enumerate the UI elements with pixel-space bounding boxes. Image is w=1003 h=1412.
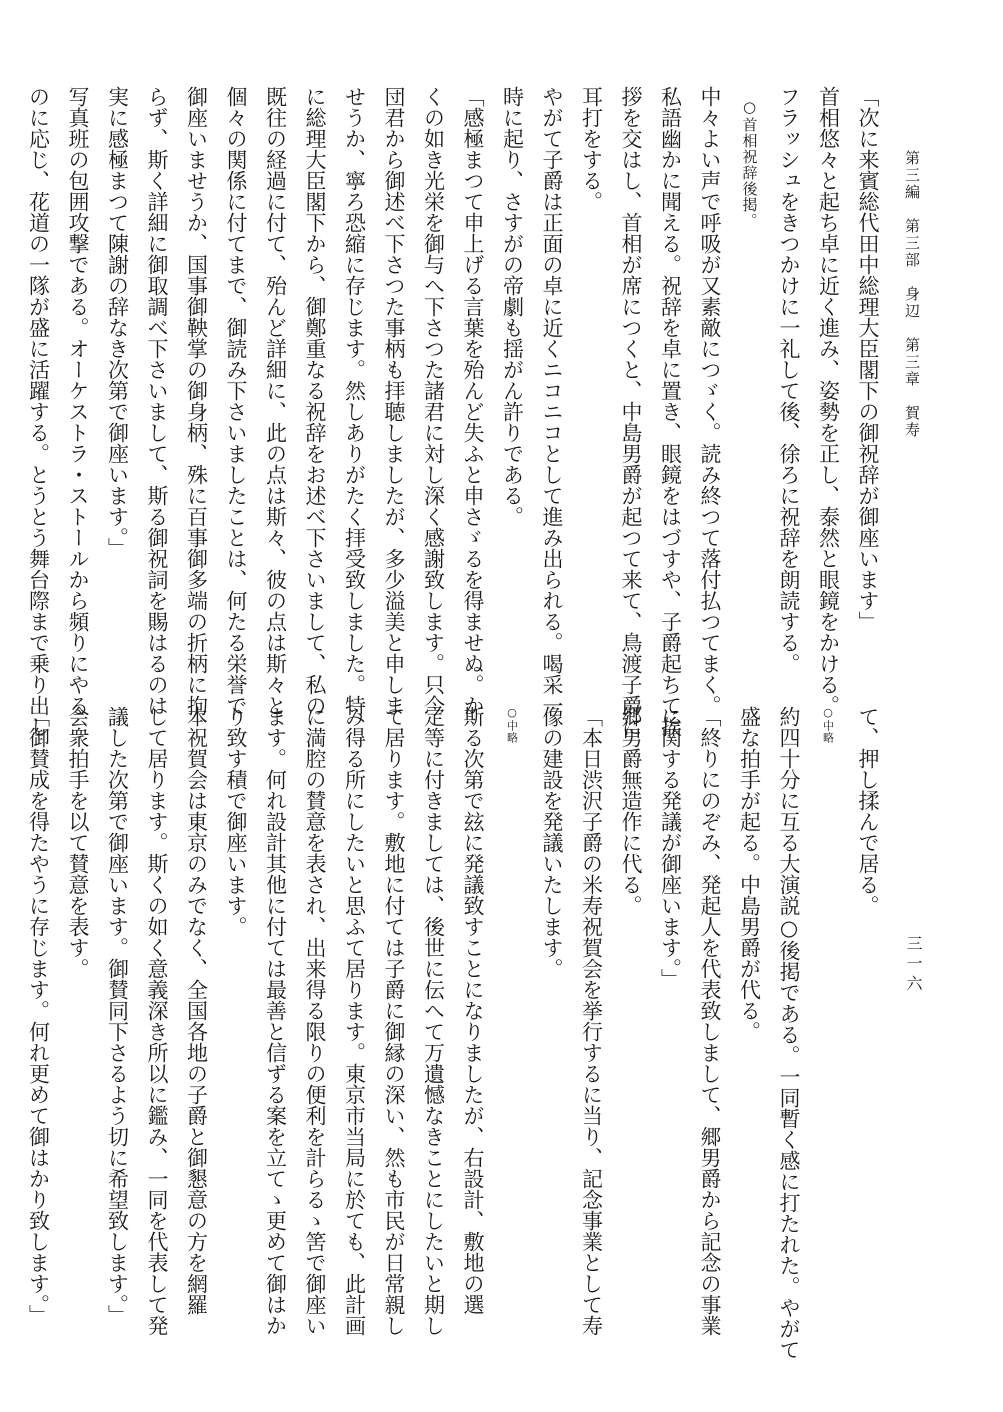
text-line: やがて子爵は正面の卓に近くニコニコとして進み出られる。喝采一 xyxy=(540,86,564,716)
running-header: 第三編 第三部 身辺 第三章 賀寿 xyxy=(903,150,921,439)
text-line: 「次に来賓総代田中総理大臣閣下の御祝辞が御座います」 xyxy=(856,86,880,632)
text-line: 個々の関係に付てまで、御読み下さいましたことは、何たる栄誉で xyxy=(224,86,248,716)
text-line: 「終りにのぞみ、発起人を代表致しまして、郷男爵から記念の事業 xyxy=(698,706,722,1336)
text-line: 「本日渋沢子爵の米寿祝賀会を挙行するに当り、記念事業として寿 xyxy=(579,706,604,1336)
text-line: り致す積で御座います。 xyxy=(224,706,248,937)
text-line: 会衆拍手を以て賛意を表す。 xyxy=(66,706,90,979)
text-line: 耳打をする。 xyxy=(579,86,604,212)
text-line: て居ります。敷地に付ては子爵に御縁の深い、然も市民が日常親し xyxy=(382,706,406,1336)
text-line: 議した次第で御座います。御賛同下さるよう切に希望致します。」 xyxy=(105,706,130,1326)
text-line: 中々よい声で呼吸が又素敵につゞく。読み終つて落付払つてまく。 xyxy=(698,86,722,716)
text-line: 像の建設を発議いたします。 xyxy=(540,706,564,979)
text-line: せうか、寧ろ恐縮に存じます。然しありがたく拝受致しました。特 xyxy=(342,86,367,716)
editorial-note: ○中略 xyxy=(821,706,835,744)
text-line: ます。何れ設計其他に付ては最善と信ずる案を立てゝ更めて御はか xyxy=(263,706,288,1336)
text-line: 約四十分に互る大演説○後掲である。一同暫く感に打たれた。やがて xyxy=(777,706,801,1360)
text-line: して居ります。斯くの如く意義深き所以に鑑み、一同を代表して発 xyxy=(145,706,169,1336)
text-line: らず、斯く詳細に御取調べ下さいまして、斯る御祝詞を賜はるのは xyxy=(145,86,169,716)
text-line: 盛な拍手が起る。中島男爵が代る。 xyxy=(737,706,762,1042)
text-line: 「感極まつて申上げる言葉を殆んど失ふと申さゞるを得ませぬ。か xyxy=(461,86,485,716)
text-line: 時に起り、さすがの帝劇も揺がん許りである。 xyxy=(500,86,525,527)
text-line: 斯る次第で玆に発議致すことになりましたが、右設計、敷地の選 xyxy=(461,706,485,1315)
text-line: 定等に付きましては、後世に伝へて万遺憾なきことにしたいと期し xyxy=(421,706,446,1336)
editorial-note: ○中略 xyxy=(505,706,519,744)
text-line: 私語幽かに聞える。祝辞を卓に置き、眼鏡をはづすや、子爵起ちて挨 xyxy=(658,86,683,737)
page-number: 三一六 xyxy=(904,935,923,995)
text-line: 実に感極まつて陳謝の辞なき次第で御座います。」 xyxy=(105,86,130,559)
text-line: 首相悠々と起ち卓に近く進み、姿勢を正し、泰然と眼鏡をかける。 xyxy=(816,86,841,716)
text-line: 既往の経過に付て、殆んど詳細に、此の点は斯々、彼の点は斯々と xyxy=(263,86,288,716)
text-line: 写真班の包囲攻撃である。オーケストラ・ストールから頻りにやる xyxy=(66,86,90,716)
text-line: 団君から御述べ下さつた事柄も拝聴しましたが、多少溢美と申しま xyxy=(382,86,406,716)
editorial-note: ○首相祝辞後掲。 xyxy=(740,98,759,229)
lower-text-band xyxy=(26,706,887,1360)
text-line: に総理大臣閣下から、御鄭重なる祝辞をお述べ下さいまして、私の xyxy=(303,86,327,716)
text-line: 本祝賀会は東京のみでなく、全国各地の子爵と御懇意の方を網羅 xyxy=(184,706,209,1315)
text-line: 拶を交はし、首相が席につくと、中島男爵が起つて来て、鳥渡子爵に xyxy=(619,86,643,737)
text-line: に関する発議が御座います。」 xyxy=(658,706,683,990)
text-line: フラッシュをきつかけに一礼して後、徐ろに祝辞を朗読する。 xyxy=(777,86,801,674)
text-line: 郷男爵無造作に代る。 xyxy=(619,706,643,916)
text-line: のに応じ、花道の一隊が盛に活躍する。とうとう舞台際まで乗り出し xyxy=(26,86,51,737)
text-line: て、押し揉んで居る。 xyxy=(856,706,880,916)
text-line: 「御賛成を得たやうに存じます。何れ更めて御はかり致します。」 xyxy=(26,706,51,1326)
text-line: 御座いませうか、国事御鞅掌の御身柄、殊に百事御多端の折柄に拘 xyxy=(184,86,209,716)
text-line: に満腔の賛意を表され、出来得る限りの便利を計らるゝ筈で御座い xyxy=(303,706,327,1336)
text-line: くの如き光栄を御与へ下さつた諸君に対し深く感謝致します。只今 xyxy=(421,86,446,716)
text-line: み得る所にしたいと思ふて居ります。東京市当局に於ても、此計画 xyxy=(342,706,367,1336)
